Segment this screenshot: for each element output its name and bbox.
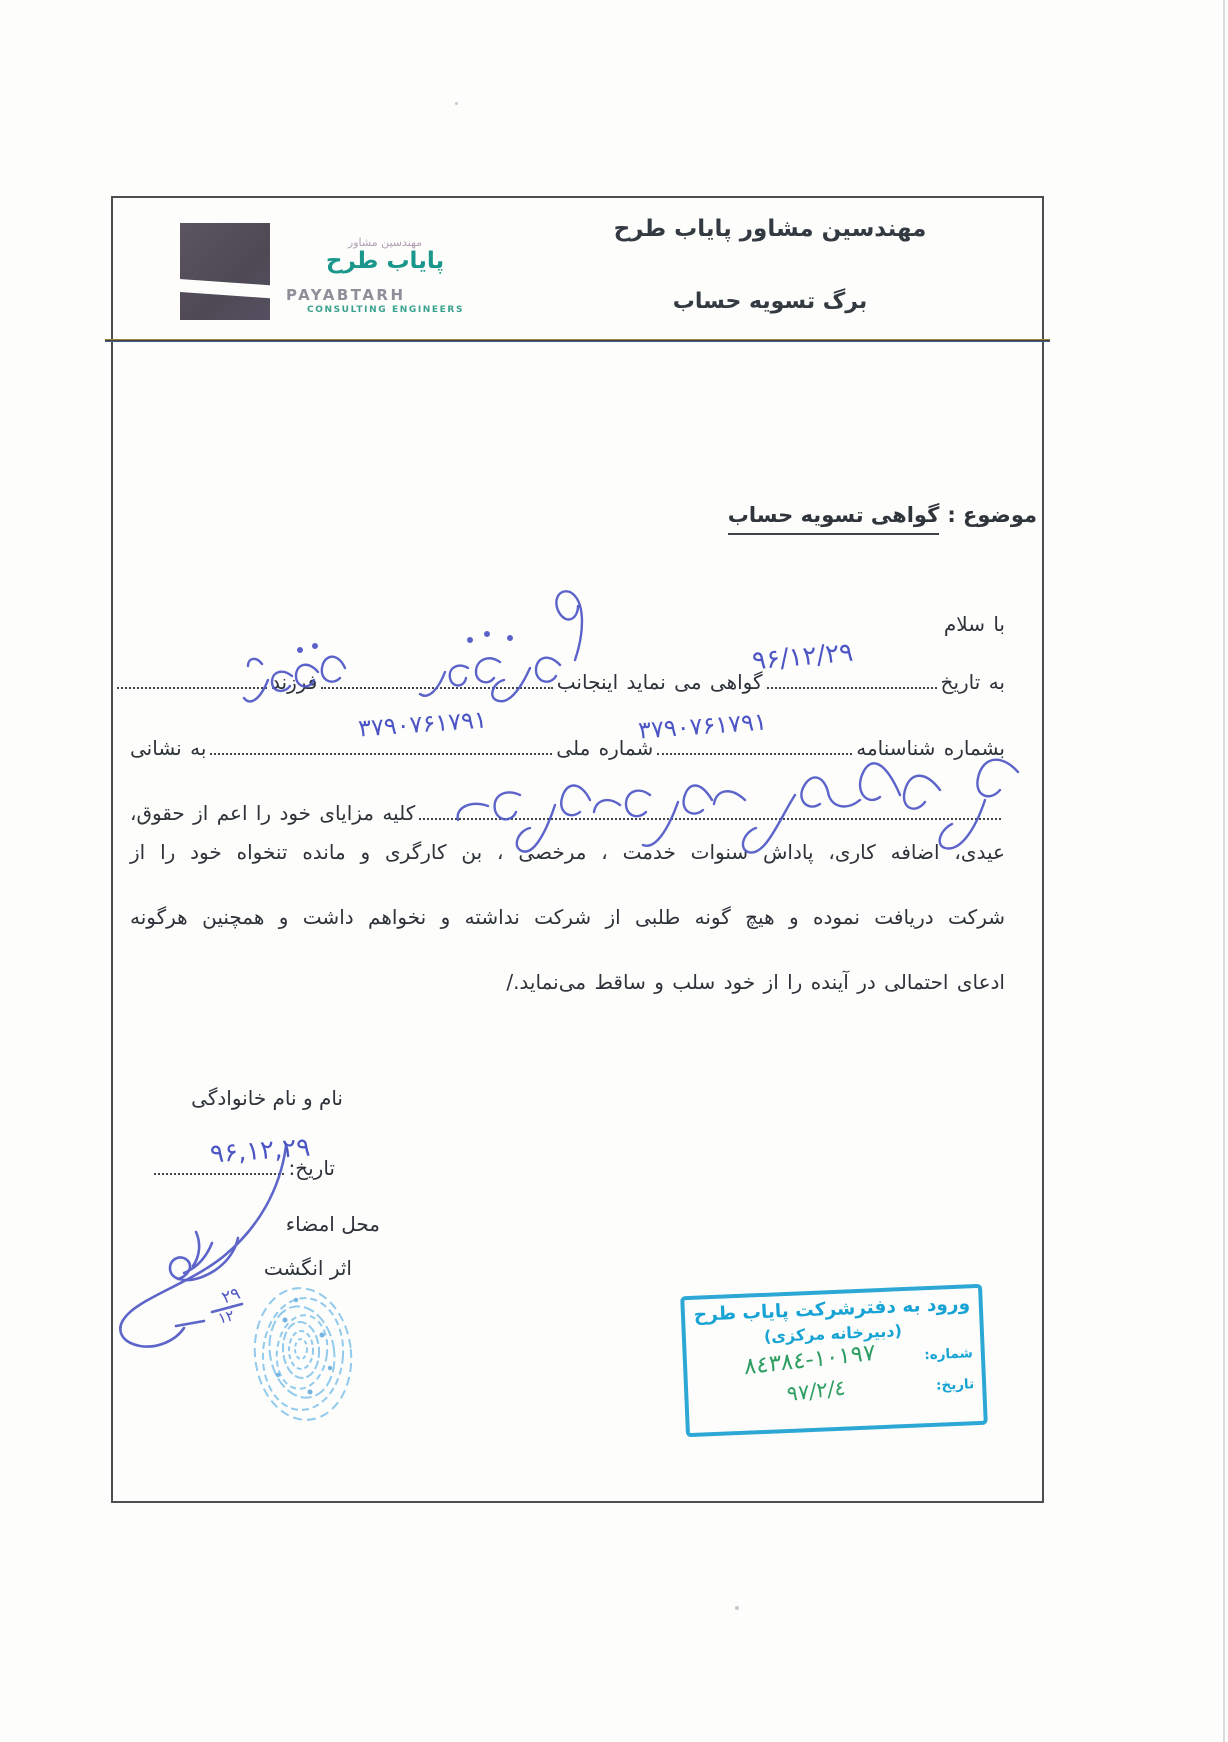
body-line-1 bbox=[113, 660, 1005, 694]
handwritten-note-day: ۲۹ bbox=[219, 1283, 243, 1309]
id-number-fill-field bbox=[657, 752, 852, 755]
stamp-date-value: ٩٧/٢/٤ bbox=[786, 1375, 846, 1407]
line2-text-a: بشماره شناسنامه bbox=[856, 736, 1005, 760]
logo-latin-name: PAYABTARH bbox=[286, 286, 406, 304]
body-line-6: ادعای احتمالی در آینده را از خود سلب و ساقط می‌نماید./ bbox=[506, 970, 1005, 994]
subject-line bbox=[728, 503, 1037, 535]
scan-speck bbox=[735, 1606, 739, 1610]
form-title: برگ تسویه حساب bbox=[672, 289, 868, 314]
stamp-number-value: ١٠١٩٧-٨٤٣٨٤ bbox=[743, 1339, 876, 1381]
name-fill-field bbox=[321, 686, 552, 689]
stamp-number-label: شماره: bbox=[923, 1345, 974, 1364]
handwritten-id-number: ۳۷۹۰۷۶۱۷۹۱ bbox=[637, 707, 768, 745]
father-name-fill-field bbox=[117, 686, 267, 689]
signature-place-label: محل امضاء bbox=[285, 1212, 380, 1236]
logo-latin-subtitle: CONSULTING ENGINEERS bbox=[307, 305, 465, 315]
date-label: تاریخ: bbox=[288, 1156, 335, 1180]
body-line-4: عیدی، اضافه کاری، پاداش سنوات خدمت ، مرخصی ، بن کارگری و مانده تنخواه خود را از bbox=[130, 840, 1005, 864]
body-line-2 bbox=[130, 726, 1005, 760]
national-id-fill-field bbox=[210, 752, 552, 755]
date-fill-field-bottom bbox=[154, 1172, 284, 1175]
handwritten-note-month: ۱۲ bbox=[216, 1306, 237, 1328]
header-divider bbox=[105, 339, 1050, 342]
subject-label: موضوع : bbox=[947, 503, 1037, 527]
stamp-subtitle: (دبیرخانه مرکزی) bbox=[763, 1320, 903, 1346]
logo-fa-subtitle: مهندسین مشاور bbox=[347, 236, 423, 249]
line2-text-c: به نشانی bbox=[130, 736, 207, 760]
line1-text-a: به تاریخ bbox=[940, 670, 1005, 694]
handwritten-date-bottom: ۹۶,۱۲,۲۹ bbox=[209, 1132, 312, 1170]
office-entry-stamp bbox=[680, 1284, 988, 1438]
line1-text-c: فرزند bbox=[271, 670, 318, 694]
line2-text-b: شماره ملی bbox=[556, 736, 654, 760]
name-label: نام و نام خانوادگی bbox=[191, 1086, 343, 1110]
body-line-3 bbox=[130, 791, 1005, 825]
subject-value: گواهی تسویه حساب bbox=[728, 503, 940, 535]
line1-text-b: گواهی می نماید اینجانب bbox=[556, 670, 763, 694]
scan-edge-artifact bbox=[1223, 0, 1225, 1742]
body-line-5: شرکت دریافت نموده و هیچ گونه طلبی از شرکت نداشته و نخواهم داشت و همچنین هرگونه bbox=[130, 905, 1005, 929]
address-fill-field bbox=[419, 817, 1001, 820]
company-logo-icon bbox=[180, 223, 270, 320]
salutation: با سلام bbox=[943, 612, 1005, 636]
scan-speck bbox=[455, 102, 458, 105]
handwritten-national-id: ۳۷۹۰۷۶۱۷۹۱ bbox=[357, 705, 488, 743]
handwritten-date-top: ۹۶/۱۲/۲۹ bbox=[750, 637, 855, 677]
stamp-date-label: تاریخ: bbox=[935, 1376, 975, 1395]
organization-title: مهندسین مشاور پایاب طرح bbox=[613, 216, 927, 242]
line3-text: کلیه مزایای خود را اعم از حقوق، bbox=[130, 801, 416, 825]
logo-fa-name: پایاب طرح bbox=[325, 248, 445, 274]
stamp-title: ورود به دفترشرکت پایاب طرح bbox=[693, 1293, 971, 1326]
fingerprint-label: اثر انگشت bbox=[263, 1256, 352, 1280]
date-fill-field bbox=[767, 686, 937, 689]
